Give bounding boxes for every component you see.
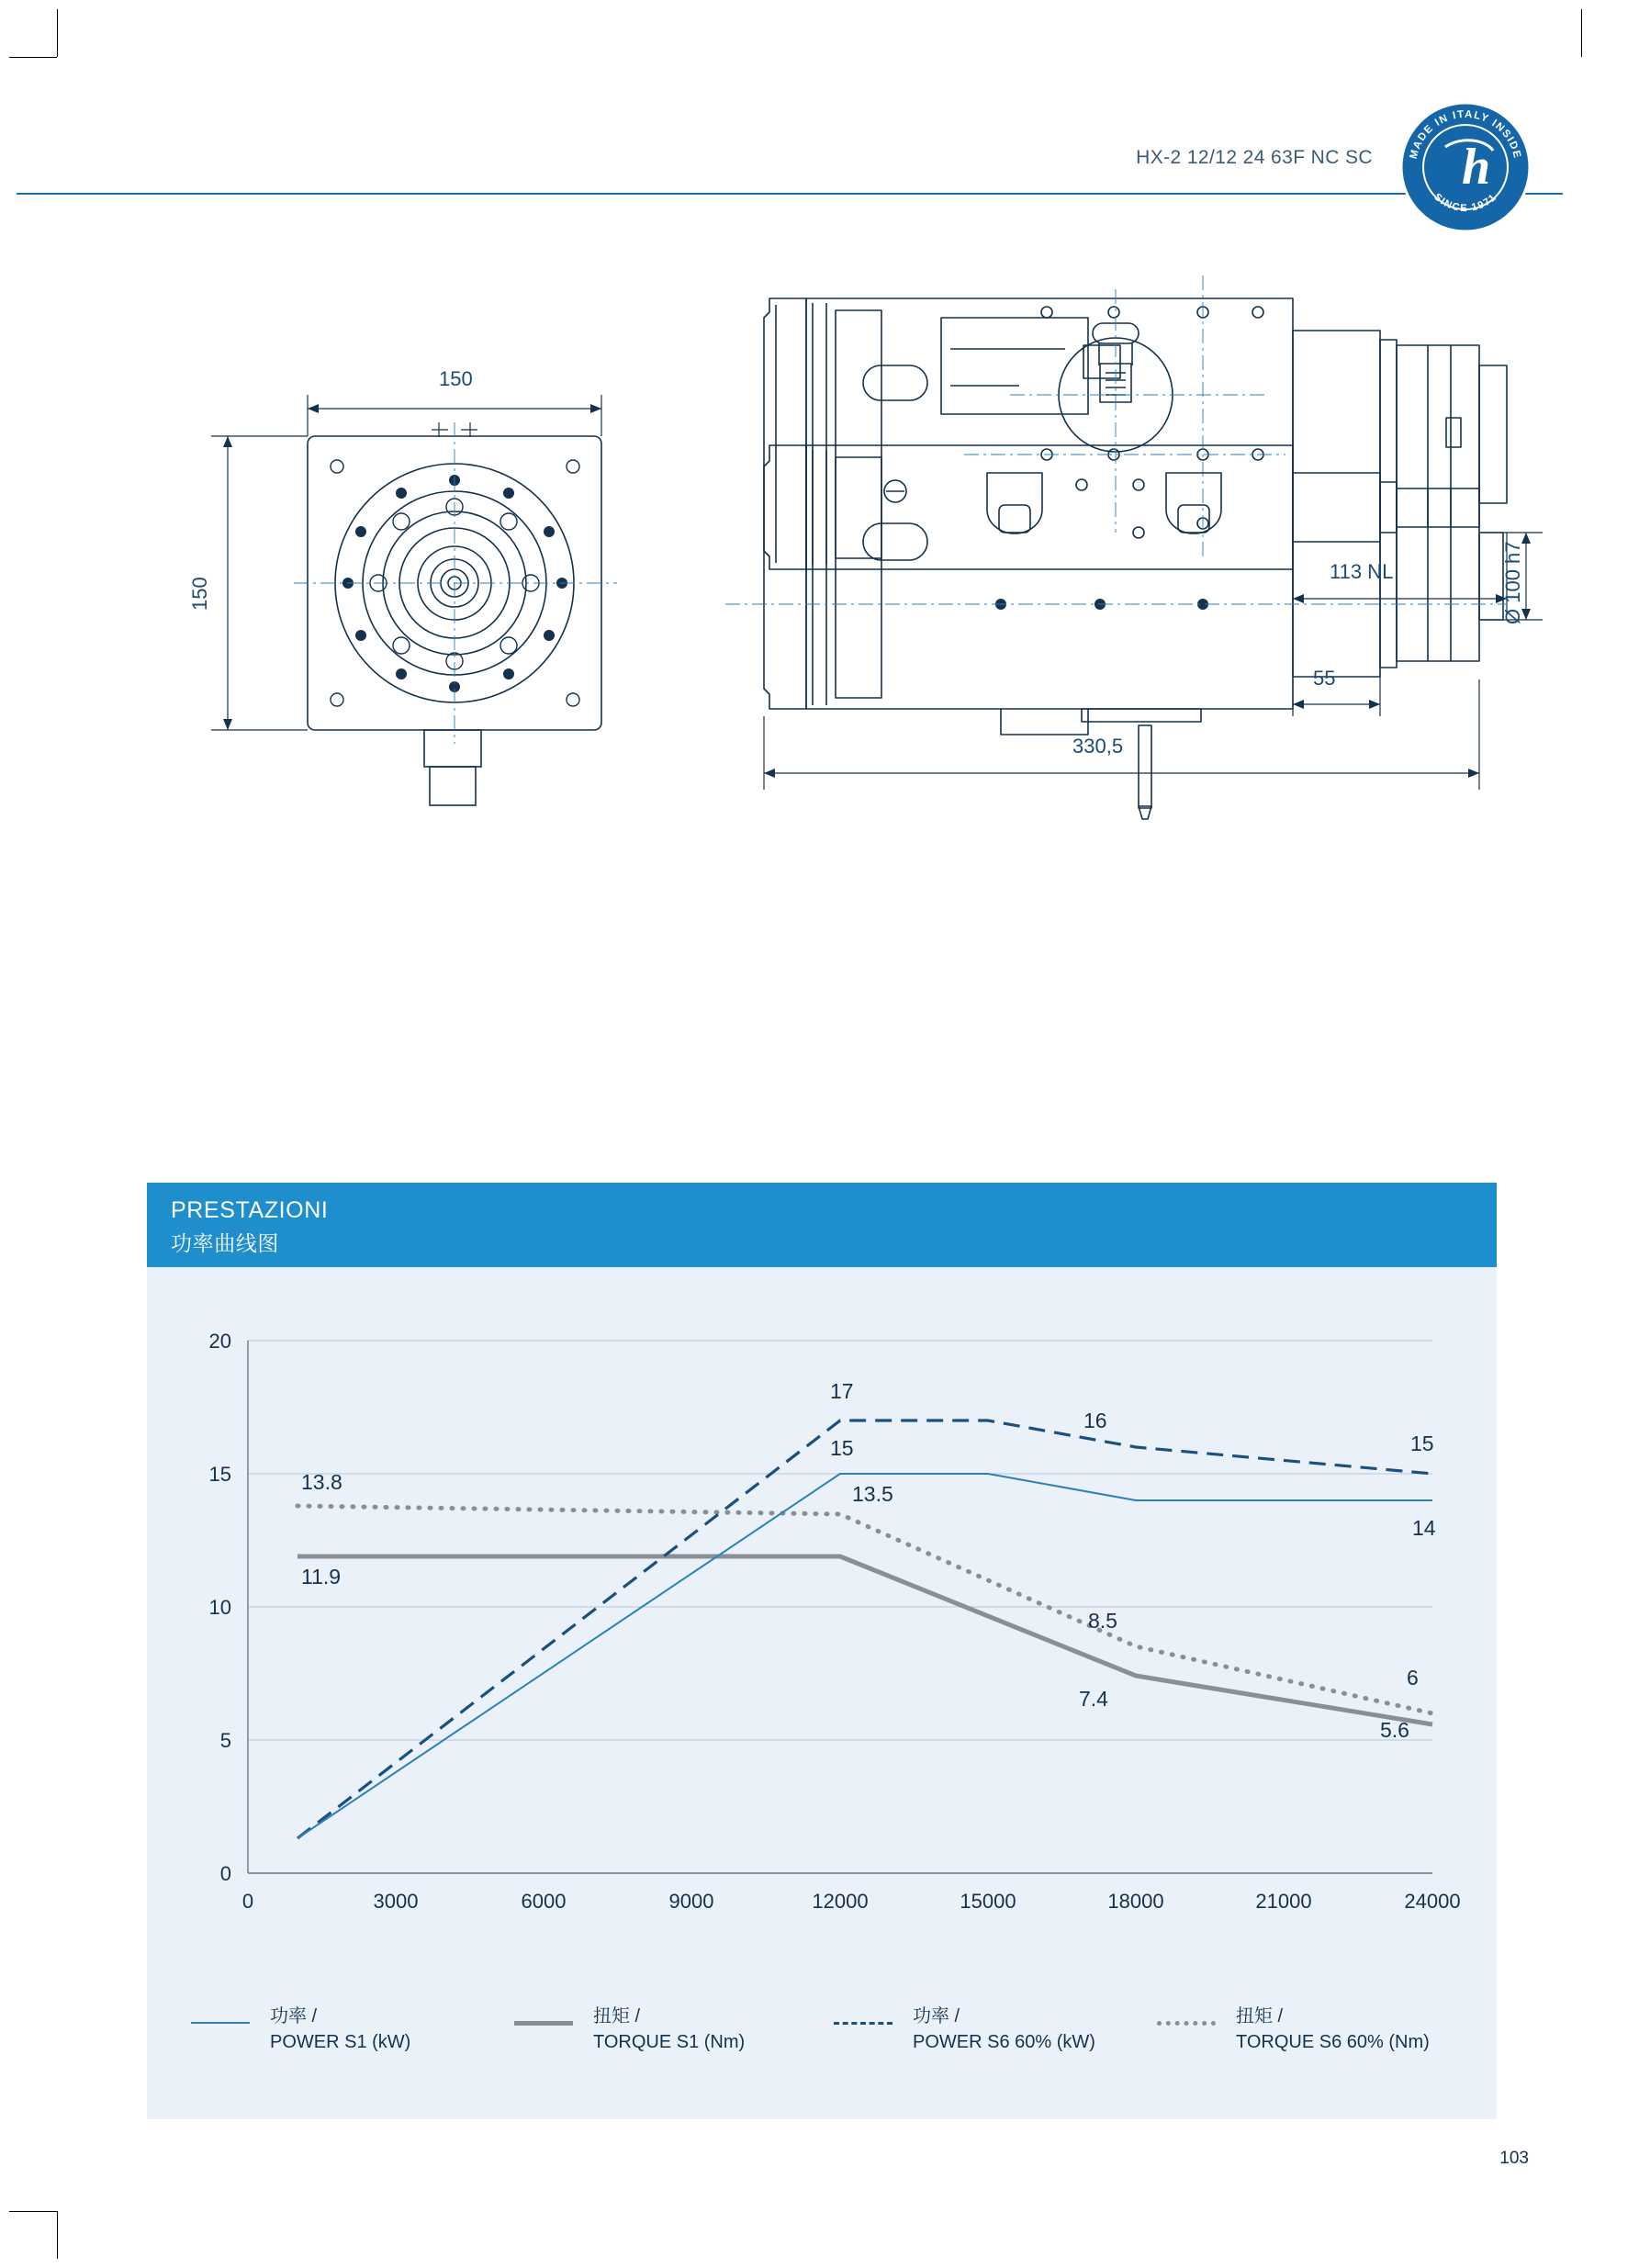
dim-label-330-5: 330,5 — [1072, 735, 1124, 758]
performance-header — [147, 1183, 1497, 1267]
performance-chart — [147, 1267, 1497, 2119]
svg-text:0: 0 — [241, 1890, 254, 1913]
svg-text:16: 16 — [1083, 1409, 1107, 1432]
crop-mark-bl-v — [57, 2211, 58, 2259]
svg-text:MADE IN ITALY INSIDE: MADE IN ITALY INSIDE — [1408, 108, 1523, 161]
legend-item-power-s6 — [834, 2002, 1137, 2075]
svg-text:5: 5 — [219, 1729, 231, 1752]
svg-text:3000: 3000 — [373, 1890, 419, 1913]
dim-label-113-nl: 113 NL — [1330, 560, 1394, 583]
legend-label-cn-1: 扭矩 / — [593, 2006, 641, 2027]
page-title: HX-2 12/12 24 63F NC SC — [1136, 147, 1373, 168]
legend-label-en-1: TORQUE S1 (Nm) — [593, 2032, 746, 2052]
svg-text:14: 14 — [1412, 1516, 1436, 1540]
svg-text:9000: 9000 — [668, 1890, 714, 1913]
svg-text:SINCE 1971: SINCE 1971 — [1431, 191, 1499, 215]
svg-text:17: 17 — [830, 1379, 854, 1403]
svg-text:7.4: 7.4 — [1079, 1687, 1108, 1711]
svg-text:6: 6 — [1407, 1666, 1419, 1690]
svg-text:18000: 18000 — [1107, 1890, 1164, 1913]
svg-text:20: 20 — [208, 1330, 231, 1353]
svg-text:11.9: 11.9 — [301, 1565, 342, 1589]
svg-text:15000: 15000 — [960, 1890, 1016, 1913]
svg-text:21000: 21000 — [1255, 1890, 1312, 1913]
legend-label-cn-2: 功率 / — [913, 2006, 960, 2027]
svg-text:13.5: 13.5 — [852, 1482, 893, 1506]
technical-drawings — [0, 257, 1639, 1139]
svg-text:8.5: 8.5 — [1088, 1609, 1117, 1633]
legend-label-en-0: POWER S1 (kW) — [270, 2032, 411, 2052]
legend-item-torque-s1 — [514, 2002, 817, 2075]
crop-mark-tr-v — [1581, 9, 1582, 57]
legend-label-cn-0: 功率 / — [270, 2006, 318, 2027]
svg-text:15: 15 — [1410, 1432, 1434, 1455]
legend-label-en-2: POWER S6 60% (kW) — [913, 2032, 1095, 2052]
svg-text:10: 10 — [208, 1596, 231, 1619]
legend-item-power-s1 — [191, 2002, 494, 2075]
legend-swatch-power-s6 — [834, 2022, 892, 2025]
performance-panel — [147, 1183, 1497, 2119]
legend-label-cn-3: 扭矩 / — [1236, 2006, 1284, 2027]
crop-mark-tl-v — [57, 9, 58, 57]
legend-label-en-3: TORQUE S6 60% (Nm) — [1236, 2032, 1430, 2052]
legend-swatch-power-s1 — [191, 2022, 250, 2024]
chart-legend — [191, 2002, 1458, 2084]
legend-swatch-torque-s6 — [1157, 2021, 1216, 2026]
performance-title-it: PRESTAZIONI — [171, 1197, 329, 1223]
legend-swatch-torque-s1 — [514, 2021, 573, 2026]
svg-text:15: 15 — [208, 1463, 231, 1486]
made-in-italy-badge — [1398, 99, 1533, 235]
dim-label-bore-100h7: Ø 100 h7 — [1501, 541, 1524, 624]
svg-text:5.6: 5.6 — [1380, 1718, 1409, 1742]
svg-text:12000: 12000 — [812, 1890, 869, 1913]
crop-mark-bl-h — [9, 2211, 57, 2212]
svg-text:0: 0 — [219, 1862, 231, 1885]
svg-text:15: 15 — [830, 1436, 854, 1460]
page-number: 103 — [1499, 2149, 1529, 2168]
svg-text:h: h — [1462, 139, 1491, 196]
svg-text:24000: 24000 — [1404, 1890, 1461, 1913]
legend-item-torque-s6 — [1157, 2002, 1460, 2075]
dim-label-55: 55 — [1313, 667, 1336, 690]
header-divider — [17, 193, 1563, 195]
crop-mark-tl-h — [9, 57, 57, 58]
dim-label-height-150: 150 — [188, 577, 211, 611]
dim-label-width-150: 150 — [439, 367, 473, 390]
svg-text:13.8: 13.8 — [301, 1470, 342, 1494]
svg-text:6000: 6000 — [521, 1890, 567, 1913]
performance-title-cn: 功率曲线图 — [171, 1231, 279, 1255]
